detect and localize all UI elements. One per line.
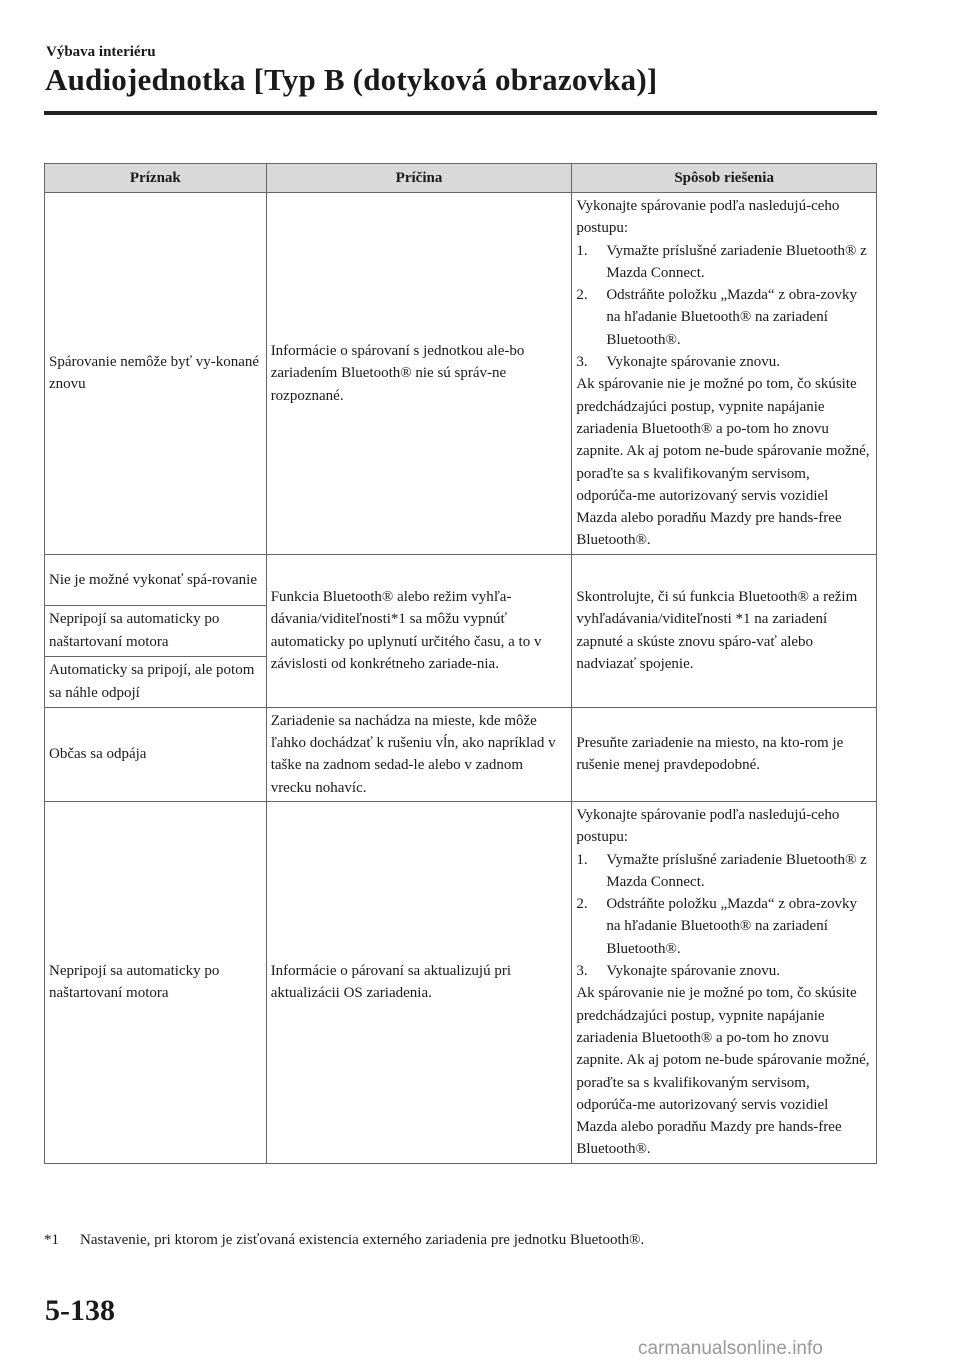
step-text: Vykonajte spárovanie znovu.: [606, 354, 781, 371]
symptom-cell: Nie je možné vykonať spá-rovanie: [45, 554, 267, 605]
solution-cell: [572, 193, 877, 555]
step-text: Vymažte príslušné zariadenie Bluetooth® z Mazda Connect.: [606, 242, 867, 281]
symptom-cell: Nepripojí sa automaticky po naštartovaní motora: [45, 801, 267, 1163]
step-number: 2.: [576, 896, 588, 913]
title-rule: [44, 111, 877, 115]
page-title: Audiojednotka [Typ B (dotyková obrazovka)]: [45, 62, 658, 97]
cause-cell: Funkcia Bluetooth® alebo režim vyhľa-dávania/viditeľnosti*1 sa môžu vypnúť automaticky po uplynutí určitého času, a to v závislosti od konkrétneho zariade-nia.: [266, 554, 572, 707]
solution-intro: Vykonajte spárovanie podľa nasledujú-ceho postupu:: [576, 198, 840, 237]
list-item: [576, 240, 872, 285]
step-number: 3.: [576, 354, 588, 371]
solution-cell: [572, 801, 877, 1163]
step-number: 1.: [576, 851, 588, 868]
list-item: [576, 893, 872, 960]
table-header-row: [45, 164, 877, 193]
solution-cell: Skontrolujte, či sú funkcia Bluetooth® a režim vyhľadávania/viditeľnosti *1 na zariadení zapnuté a skúste znovu spáro-vať alebo nadviazať spojenie.: [572, 554, 877, 707]
footnote-text: Nastavenie, pri ktorom je zisťovaná existencia externého zariadenia pre jednotku Bluetooth®.: [80, 1232, 645, 1248]
solution-steps: [576, 849, 872, 983]
step-number: 3.: [576, 963, 588, 980]
solution-cell: Presuňte zariadenie na miesto, na kto-rom je rušenie menej pravdepodobné.: [572, 707, 877, 801]
cause-cell: Informácie o párovaní sa aktualizujú pri aktualizácii OS zariadenia.: [266, 801, 572, 1163]
step-text: Odstráňte položku „Mazda“ z obra-zovky na hľadanie Bluetooth® na zariadení Bluetooth®.: [606, 896, 858, 957]
list-item: [576, 849, 872, 894]
step-number: 1.: [576, 242, 588, 259]
table-row: [45, 707, 877, 801]
step-number: 2.: [576, 287, 588, 304]
list-item: [576, 351, 872, 373]
solution-intro: Vykonajte spárovanie podľa nasledujú-ceho postupu:: [576, 806, 840, 846]
symptom-cell: Nepripojí sa automaticky po naštartovaní motora: [45, 605, 267, 656]
step-text: Vykonajte spárovanie znovu.: [606, 963, 781, 980]
column-header-cause: Príčina: [266, 164, 572, 193]
cause-cell: Zariadenie sa nachádza na mieste, kde môže ľahko dochádzať k rušeniu vĺn, ako napríklad v taške na zadnom sedad-le alebo v zadnom vrecku nohavíc.: [266, 707, 572, 801]
table-row: [45, 801, 877, 1163]
symptom-cell: Spárovanie nemôže byť vy-konané znovu: [45, 193, 267, 555]
page-number: 5-138: [45, 1294, 115, 1327]
solution-outro: Ak spárovanie nie je možné po tom, čo skúsite predchádzajúci postup, vypnite napájanie zariadenia Bluetooth® a po-tom ho znovu zapnite. Ak aj potom ne-bude spárovanie možné, poraďte sa s kvalifikovaným servisom, odporúča-me autorizovaný servis vozidiel Mazda alebo poradňu Mazdy pre hands-free Bluetooth®.: [576, 376, 870, 549]
step-text: Odstráňte položku „Mazda“ z obra-zovky na hľadanie Bluetooth® na zariadení Bluetooth®.: [606, 287, 858, 348]
table-row: [45, 554, 877, 605]
table-row: [45, 193, 877, 555]
cause-cell: Informácie o spárovaní s jednotkou ale-bo zariadením Bluetooth® nie sú správ-ne rozpoznané.: [266, 193, 572, 555]
solution-steps: [576, 240, 872, 374]
solution-outro: Ak spárovanie nie je možné po tom, čo skúsite predchádzajúci postup, vypnite napájanie zariadenia Bluetooth® a po-tom ho znovu zapnite. Ak aj potom ne-bude spárovanie možné, poraďte sa s kvalifikovaným servisom, odporúča-me autorizovaný servis vozidiel Mazda alebo poradňu Mazdy pre hands-free Bluetooth®.: [576, 985, 870, 1158]
symptom-cell: Občas sa odpája: [45, 707, 267, 801]
footnote: [44, 1232, 644, 1249]
watermark: carmanualsonline.info: [638, 1338, 823, 1359]
section-label: Výbava interiéru: [46, 44, 156, 60]
list-item: [576, 960, 872, 982]
column-header-solution: Spôsob riešenia: [572, 164, 877, 193]
troubleshooting-table: [44, 163, 877, 1164]
symptom-cell: Automaticky sa pripojí, ale potom sa náhle odpojí: [45, 656, 267, 707]
step-text: Vymažte príslušné zariadenie Bluetooth® z Mazda Connect.: [606, 851, 867, 890]
footnote-mark: *1: [44, 1232, 59, 1248]
column-header-symptom: Príznak: [45, 164, 267, 193]
list-item: [576, 284, 872, 351]
